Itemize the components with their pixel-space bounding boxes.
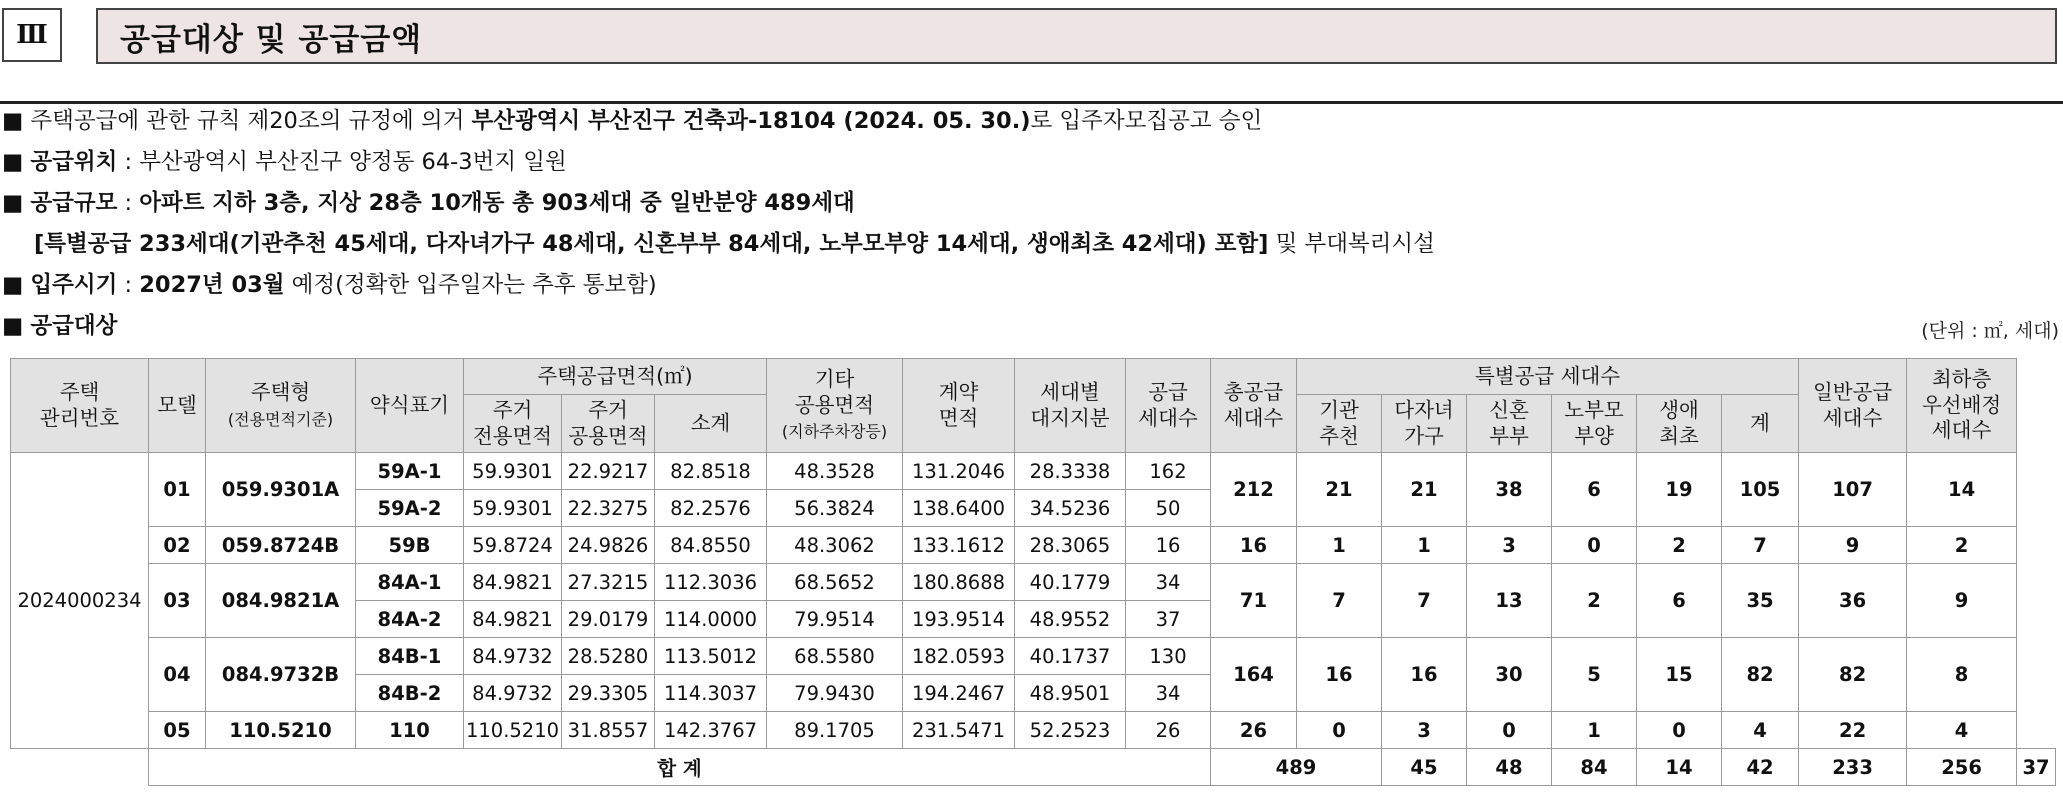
table-row	[11, 712, 2056, 749]
sp-parents-cell: 5	[1552, 638, 1637, 712]
total-units-cell: 16	[1211, 527, 1297, 564]
contract-cell: 180.8688	[903, 564, 1015, 601]
type-cell: 084.9732B	[206, 638, 356, 712]
th-supply-units: 공급 세대수	[1126, 359, 1211, 453]
general-cell: 36	[1799, 564, 1907, 638]
model-cell: 05	[149, 712, 206, 749]
exclusive-cell: 59.9301	[464, 490, 562, 527]
exclusive-cell: 59.8724	[464, 527, 562, 564]
supply-units-cell: 26	[1126, 712, 1211, 749]
other-area-cell: 79.9430	[767, 675, 903, 712]
subtotal-cell: 82.2576	[655, 490, 767, 527]
contract-cell: 131.2046	[903, 453, 1015, 490]
sp-multi-cell: 7	[1382, 564, 1467, 638]
th-common: 주거 공용면적	[562, 395, 655, 453]
total-sp-inst-cell: 45	[1382, 749, 1467, 786]
th-land: 세대별 대지지분	[1015, 359, 1126, 453]
subtotal-cell: 113.5012	[655, 638, 767, 675]
sp-first-cell: 0	[1637, 712, 1722, 749]
exclusive-cell: 84.9821	[464, 564, 562, 601]
other-area-cell: 68.5580	[767, 638, 903, 675]
supply-units-cell: 16	[1126, 527, 1211, 564]
contract-cell: 194.2467	[903, 675, 1015, 712]
th-model: 모델	[149, 359, 206, 453]
total-row-lead	[11, 749, 149, 786]
subtotal-cell: 114.3037	[655, 675, 767, 712]
exclusive-cell: 84.9821	[464, 601, 562, 638]
subtotal-cell: 84.8550	[655, 527, 767, 564]
sp-inst-cell: 7	[1297, 564, 1382, 638]
contract-cell: 138.6400	[903, 490, 1015, 527]
contract-cell: 133.1612	[903, 527, 1015, 564]
land-cell: 48.9552	[1015, 601, 1126, 638]
total-units-cell: 71	[1211, 564, 1297, 638]
th-abbr: 약식표기	[356, 359, 464, 453]
contract-cell: 182.0593	[903, 638, 1015, 675]
notice-scale: ■ 공급규모 : 아파트 지하 3층, 지상 28층 10개동 총 903세대 중 일반분양 489세대	[2, 190, 855, 216]
sp-parents-cell: 0	[1552, 527, 1637, 564]
common-cell: 31.8557	[562, 712, 655, 749]
abbr-cell: 84A-2	[356, 601, 464, 638]
sp-multi-cell: 21	[1382, 453, 1467, 527]
other-area-cell: 68.5652	[767, 564, 903, 601]
th-sp-inst: 기관 추천	[1297, 395, 1382, 453]
supply-units-cell: 162	[1126, 453, 1211, 490]
table-body	[11, 453, 2056, 786]
total-units-cell: 26	[1211, 712, 1297, 749]
th-sp-newlywed: 신혼 부부	[1467, 395, 1552, 453]
common-cell: 29.3305	[562, 675, 655, 712]
land-cell: 40.1737	[1015, 638, 1126, 675]
contract-cell: 231.5471	[903, 712, 1015, 749]
type-cell: 059.9301A	[206, 453, 356, 527]
general-cell: 9	[1799, 527, 1907, 564]
sp-multi-cell: 1	[1382, 527, 1467, 564]
sp-first-cell: 15	[1637, 638, 1722, 712]
sp-sum-cell: 105	[1722, 453, 1799, 527]
model-cell: 01	[149, 453, 206, 527]
sp-newlywed-cell: 0	[1467, 712, 1552, 749]
sp-multi-cell: 3	[1382, 712, 1467, 749]
table-row	[11, 453, 2056, 490]
th-other-area: 기타 공용면적 (지하주차장등)	[767, 359, 903, 453]
notice-approval: ■ 주택공급에 관한 규칙 제20조의 규정에 의거 부산광역시 부산진구 건축과-18104 (2024. 05. 30.)로 입주자모집공고 승인	[2, 108, 1263, 134]
th-housing-no: 주택 관리번호	[11, 359, 149, 453]
total-sum-cell: 489	[1211, 749, 1382, 786]
table-row	[11, 527, 2056, 564]
th-sp-parents: 노부모 부양	[1552, 395, 1637, 453]
th-contract: 계약 면적	[903, 359, 1015, 453]
exclusive-cell: 84.9732	[464, 638, 562, 675]
exclusive-cell: 84.9732	[464, 675, 562, 712]
lowest-cell: 9	[1907, 564, 2017, 638]
total-label: 합 계	[149, 749, 1211, 786]
general-cell: 82	[1799, 638, 1907, 712]
th-sp-sum: 계	[1722, 395, 1799, 453]
notice-target: ■ 공급대상	[2, 313, 118, 339]
th-sp-multi: 다자녀 가구	[1382, 395, 1467, 453]
abbr-cell: 59A-1	[356, 453, 464, 490]
sp-sum-cell: 35	[1722, 564, 1799, 638]
total-general-cell: 256	[1907, 749, 2017, 786]
th-type: 주택형 (전용면적기준)	[206, 359, 356, 453]
general-cell: 22	[1799, 712, 1907, 749]
lowest-cell: 8	[1907, 638, 2017, 712]
lowest-cell: 14	[1907, 453, 2017, 527]
th-special: 특별공급 세대수	[1297, 359, 1799, 395]
sp-inst-cell: 21	[1297, 453, 1382, 527]
sp-parents-cell: 6	[1552, 453, 1637, 527]
sp-newlywed-cell: 38	[1467, 453, 1552, 527]
sp-inst-cell: 16	[1297, 638, 1382, 712]
total-row	[11, 749, 2056, 786]
land-cell: 34.5236	[1015, 490, 1126, 527]
th-general: 일반공급 세대수	[1799, 359, 1907, 453]
subtotal-cell: 82.8518	[655, 453, 767, 490]
table-header	[11, 359, 2056, 453]
lowest-cell: 4	[1907, 712, 2017, 749]
abbr-cell: 110	[356, 712, 464, 749]
model-cell: 03	[149, 564, 206, 638]
section-number: Ⅲ	[2, 8, 62, 62]
th-exclusive: 주거 전용면적	[464, 395, 562, 453]
common-cell: 24.9826	[562, 527, 655, 564]
sp-first-cell: 19	[1637, 453, 1722, 527]
total-sp-first-cell: 42	[1722, 749, 1799, 786]
notice-scale-detail: [특별공급 233세대(기관추천 45세대, 다자녀가구 48세대, 신혼부부 84세대, 노부모부양 14세대, 생애최초 42세대) 포함] 및 부대복리시설	[34, 231, 1435, 257]
contract-cell: 193.9514	[903, 601, 1015, 638]
subtotal-cell: 142.3767	[655, 712, 767, 749]
sp-sum-cell: 7	[1722, 527, 1799, 564]
supply-units-cell: 130	[1126, 638, 1211, 675]
sp-inst-cell: 1	[1297, 527, 1382, 564]
sp-first-cell: 6	[1637, 564, 1722, 638]
notice-location: ■ 공급위치 : 부산광역시 부산진구 양정동 64-3번지 일원	[2, 149, 567, 175]
model-cell: 04	[149, 638, 206, 712]
th-subtotal: 소계	[655, 395, 767, 453]
abbr-cell: 59B	[356, 527, 464, 564]
supply-table	[10, 358, 2056, 786]
other-area-cell: 89.1705	[767, 712, 903, 749]
other-area-cell: 48.3062	[767, 527, 903, 564]
common-cell: 27.3215	[562, 564, 655, 601]
abbr-cell: 59A-2	[356, 490, 464, 527]
section-title: 공급대상 및 공급금액	[96, 8, 2057, 64]
total-units-cell: 212	[1211, 453, 1297, 527]
supply-units-cell: 34	[1126, 564, 1211, 601]
th-supply-area: 주택공급면적(㎡)	[464, 359, 767, 395]
sp-newlywed-cell: 13	[1467, 564, 1552, 638]
supply-units-cell: 50	[1126, 490, 1211, 527]
abbr-cell: 84A-1	[356, 564, 464, 601]
other-area-cell: 48.3528	[767, 453, 903, 490]
land-cell: 52.2523	[1015, 712, 1126, 749]
section-divider	[0, 101, 2063, 104]
common-cell: 29.0179	[562, 601, 655, 638]
sp-multi-cell: 16	[1382, 638, 1467, 712]
type-cell: 084.9821A	[206, 564, 356, 638]
sp-newlywed-cell: 30	[1467, 638, 1552, 712]
other-area-cell: 79.9514	[767, 601, 903, 638]
total-units-cell: 164	[1211, 638, 1297, 712]
notice-move-in: ■ 입주시기 : 2027년 03월 예정(정확한 입주일자는 추후 통보함)	[2, 272, 657, 298]
sp-parents-cell: 1	[1552, 712, 1637, 749]
land-cell: 28.3338	[1015, 453, 1126, 490]
th-total-units: 총공급 세대수	[1211, 359, 1297, 453]
total-sp-parents-cell: 14	[1637, 749, 1722, 786]
housing-no-cell: 2024000234	[11, 453, 149, 749]
type-cell: 110.5210	[206, 712, 356, 749]
common-cell: 28.5280	[562, 638, 655, 675]
lowest-cell: 2	[1907, 527, 2017, 564]
table-row	[11, 638, 2056, 675]
model-cell: 02	[149, 527, 206, 564]
common-cell: 22.9217	[562, 453, 655, 490]
sp-sum-cell: 4	[1722, 712, 1799, 749]
subtotal-cell: 114.0000	[655, 601, 767, 638]
th-sp-first: 생애 최초	[1637, 395, 1722, 453]
common-cell: 22.3275	[562, 490, 655, 527]
unit-note: (단위 : ㎡, 세대)	[1921, 320, 2059, 342]
land-cell: 48.9501	[1015, 675, 1126, 712]
th-lowest: 최하층 우선배정 세대수	[1907, 359, 2017, 453]
other-area-cell: 56.3824	[767, 490, 903, 527]
general-cell: 107	[1799, 453, 1907, 527]
total-sp-sum-cell: 233	[1799, 749, 1907, 786]
sp-newlywed-cell: 3	[1467, 527, 1552, 564]
table-row	[11, 564, 2056, 601]
exclusive-cell: 110.5210	[464, 712, 562, 749]
exclusive-cell: 59.9301	[464, 453, 562, 490]
supply-units-cell: 37	[1126, 601, 1211, 638]
sp-inst-cell: 0	[1297, 712, 1382, 749]
sp-parents-cell: 2	[1552, 564, 1637, 638]
type-cell: 059.8724B	[206, 527, 356, 564]
sp-sum-cell: 82	[1722, 638, 1799, 712]
subtotal-cell: 112.3036	[655, 564, 767, 601]
sp-first-cell: 2	[1637, 527, 1722, 564]
total-lowest-cell: 37	[2017, 749, 2056, 786]
supply-units-cell: 34	[1126, 675, 1211, 712]
total-sp-newlywed-cell: 84	[1552, 749, 1637, 786]
total-sp-multi-cell: 48	[1467, 749, 1552, 786]
land-cell: 40.1779	[1015, 564, 1126, 601]
abbr-cell: 84B-1	[356, 638, 464, 675]
abbr-cell: 84B-2	[356, 675, 464, 712]
land-cell: 28.3065	[1015, 527, 1126, 564]
